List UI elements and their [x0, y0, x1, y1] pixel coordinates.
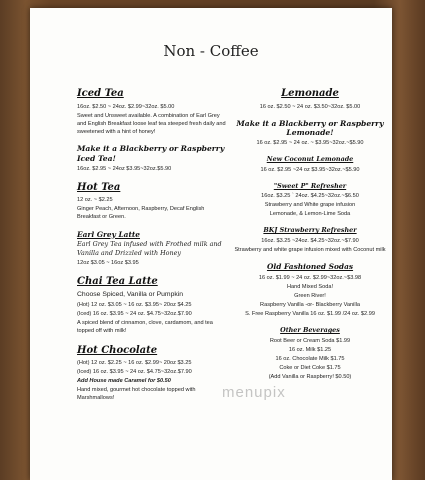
sweet-p-line2: Lemonade, & Lemon-Lime Soda: [269, 211, 351, 218]
item-title-iced-tea: Iced Tea: [77, 88, 124, 99]
other-line4: Coke or Diet Coke $1.75: [279, 364, 341, 371]
left-column: [77, 84, 227, 404]
iced-tea-prices: 16oz. $2.50 ~ 24oz. $2.99~32oz. $5.00: [77, 103, 175, 110]
item-title-coconut-lemonade: New Coconut Lemonade: [266, 155, 354, 164]
item-title-chai-tea-latte: Chai Tea Latte: [77, 275, 158, 287]
other-line2: 16 oz. Milk $1.25: [288, 346, 332, 353]
hot-chocolate-hot-prices: (Hot) 12 oz. $2.25 ~ 16 oz. $2.99~ 20oz $3.25: [77, 360, 192, 366]
sodas-line1: Hand Mixed Soda!: [286, 283, 334, 290]
sodas-line3: Raspberry Vanilla -or- Blackberry Vanilla: [260, 302, 360, 308]
lemonade-prices: 16 oz. $2.50 ~ 24 oz. $3.50~32oz. $5.00: [259, 103, 361, 110]
chai-hot-prices: (Hot) 12 oz. $3.05 ~ 16 oz. $3.95~ 20oz $4.25: [77, 302, 192, 309]
right-column: [230, 84, 390, 382]
coconut-lemonade-prices: 16 oz. $2.95 ~24 oz $3.95~32oz.~$5.90: [260, 166, 360, 173]
page-title: Non - Coffee: [163, 42, 259, 60]
item-title-hot-tea: Hot Tea: [77, 181, 121, 193]
blackberry-lemonade-prices: 16 oz. $2.95 ~ 24 oz. ~ $3.95~32oz.~$5.90: [256, 140, 364, 147]
bkj-prices: 16oz. $3.25 ~24oz. $4.25~32oz.~$7.90: [261, 237, 359, 244]
chai-options: Choose Spiced, Vanilla or Pumpkin: [77, 291, 184, 299]
other-line3: 16 oz. Chocolate Milk $1.75: [275, 355, 345, 362]
hot-tea-prices: 12 oz. ~ $2.25: [77, 197, 113, 204]
sodas-line2: Green River!: [294, 292, 326, 299]
iced-tea-desc: Sweet and Unsweet available. A combination of Earl Grey and English Breakfast loose leaf tea steeped fresh daily and sweetened with a hint of honey!: [77, 112, 226, 135]
item-title-blackberry-lemonade: Make it a Blackberry or Raspberry Lemonade!: [236, 118, 384, 138]
other-line1: Root Beer or Cream Soda $1.99: [269, 337, 351, 344]
sodas-line4: S. Free Raspberry Vanilla 16 oz. $1.99 /24 oz. $2.99: [245, 311, 375, 318]
hot-tea-desc: Ginger Peach, Afternoon, Raspberry, Decaf English Breakfast or Green.: [77, 206, 205, 221]
item-title-earl-grey-latte: Earl Grey Latte: [77, 229, 140, 239]
item-title-hot-chocolate: Hot Chocolate: [77, 344, 158, 356]
item-title-bkj-refresher: BKJ Strawberry Refresher: [263, 226, 357, 235]
earl-grey-prices: 12oz $3.05 ~ 16oz $3.95: [77, 259, 139, 266]
blackberry-iced-tea-prices: 16oz. $2.95 ~ 24oz $3.95~32oz.$5.90: [77, 165, 172, 172]
item-title-other-beverages: Other Beverages: [280, 326, 340, 335]
hot-chocolate-addon: Add House made Caramel for $0.50: [77, 378, 171, 385]
sodas-prices: 16 oz. $1.99 ~ 24 oz. $2.99~32oz.~$3.98: [258, 274, 362, 281]
sweet-p-line1: Strawberry and White grape infusion: [264, 202, 356, 209]
sweet-p-prices: 16oz. $3.25 ` 24oz. $4.25~32oz.~$6.50: [261, 193, 359, 200]
item-title-blackberry-iced-tea: Make it a Blackberry or Raspberry Iced Tea!: [77, 143, 225, 163]
item-title-old-fashioned-sodas: Old Fashioned Sodas: [266, 261, 354, 271]
other-line5: (Add Vanilla or Raspberry! $0.50): [268, 373, 352, 380]
hot-chocolate-iced-prices: (Iced) 16 oz. $3.95 ~ 24 oz. $4.75~32oz.$7.90: [77, 369, 192, 376]
chai-desc: A spiced blend of cinnamon, clove, cardamom, and tea topped off with milk!: [77, 320, 213, 335]
hot-chocolate-desc: Hand mixed, gourmet hot chocolate topped with Marshmallows!: [77, 387, 196, 402]
watermark: menupix: [222, 384, 286, 401]
bkj-desc: Strawberry and white grape infusion mixed with Coconut milk: [234, 246, 386, 253]
chai-iced-prices: (Iced) 16 oz. $3.95 ~ 24 oz. $4.75~32oz.$7.90: [77, 311, 192, 318]
earl-grey-desc: Earl Grey Tea infused with Frothed milk and Vanilla and Drizzled with Honey: [77, 240, 222, 257]
item-title-sweet-p-refresher: "Sweet P" Refresher: [273, 181, 347, 190]
menu-page: [30, 8, 392, 480]
item-title-lemonade: Lemonade: [281, 88, 339, 99]
